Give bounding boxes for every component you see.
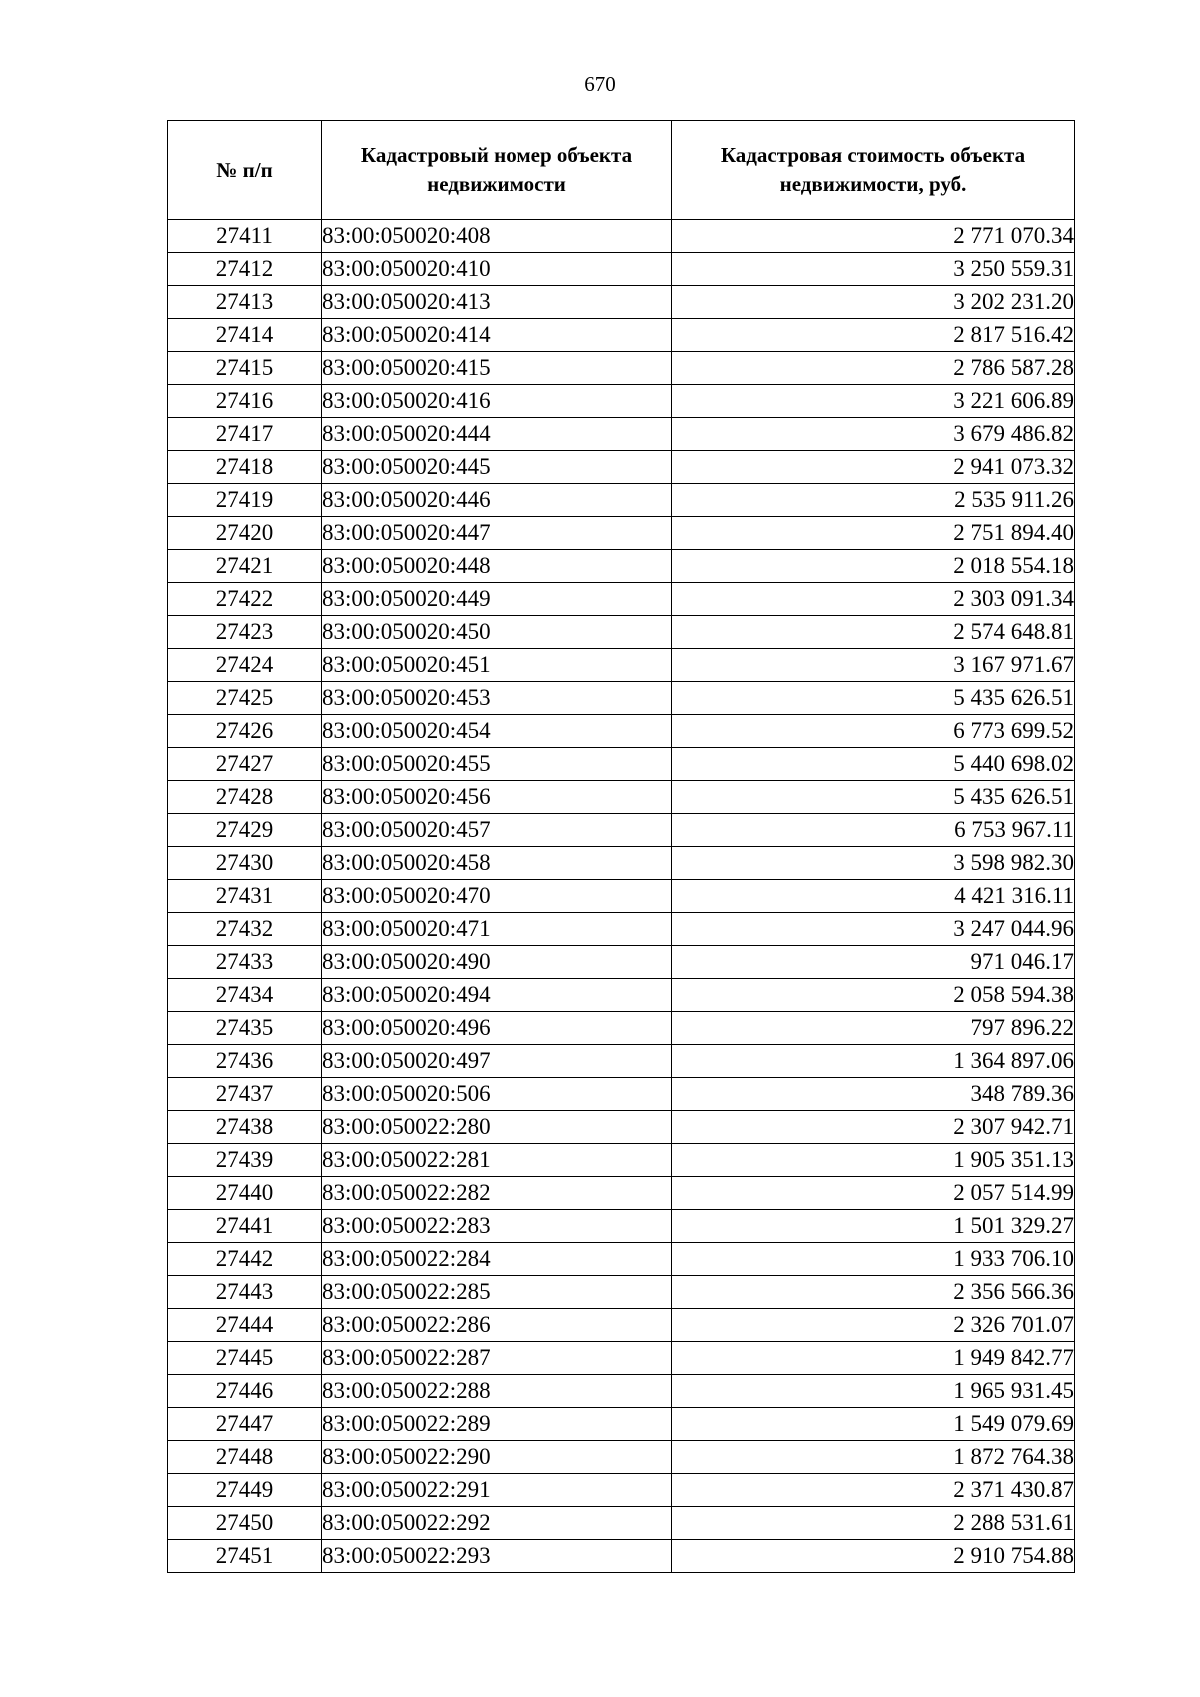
- row-number-cell: 27445: [168, 1342, 322, 1375]
- table-row: [168, 913, 1075, 946]
- cadastral-value-cell: 3 221 606.89: [672, 385, 1075, 418]
- cadastral-number-cell: 83:00:050020:444: [322, 418, 672, 451]
- cadastral-value-cell: 2 303 091.34: [672, 583, 1075, 616]
- row-number-cell: 27424: [168, 649, 322, 682]
- cadastral-number-cell: 83:00:050022:288: [322, 1375, 672, 1408]
- cadastral-number-cell: 83:00:050022:284: [322, 1243, 672, 1276]
- table-row: [168, 1375, 1075, 1408]
- row-number-cell: 27451: [168, 1540, 322, 1573]
- cadastral-number-cell: 83:00:050020:449: [322, 583, 672, 616]
- cadastral-value-cell: 1 872 764.38: [672, 1441, 1075, 1474]
- cadastral-value-cell: 348 789.36: [672, 1078, 1075, 1111]
- cadastral-value-cell: 5 440 698.02: [672, 748, 1075, 781]
- cadastral-number-cell: 83:00:050020:494: [322, 979, 672, 1012]
- cadastral-number-cell: 83:00:050020:454: [322, 715, 672, 748]
- table-row: [168, 1309, 1075, 1342]
- cadastral-value-cell: 2 535 911.26: [672, 484, 1075, 517]
- cadastral-number-cell: 83:00:050020:496: [322, 1012, 672, 1045]
- table-row: [168, 1144, 1075, 1177]
- table-row: [168, 1210, 1075, 1243]
- row-number-cell: 27441: [168, 1210, 322, 1243]
- cadastral-number-cell: 83:00:050022:292: [322, 1507, 672, 1540]
- cadastral-value-cell: 2 817 516.42: [672, 319, 1075, 352]
- cadastral-value-table: [167, 120, 1075, 1573]
- cadastral-number-cell: 83:00:050022:290: [322, 1441, 672, 1474]
- cadastral-number-cell: 83:00:050022:291: [322, 1474, 672, 1507]
- cadastral-value-cell: 1 501 329.27: [672, 1210, 1075, 1243]
- table-row: [168, 880, 1075, 913]
- table-row: [168, 1177, 1075, 1210]
- row-number-cell: 27431: [168, 880, 322, 913]
- table-row: [168, 1507, 1075, 1540]
- table-row: [168, 1078, 1075, 1111]
- table-row: [168, 451, 1075, 484]
- cadastral-value-cell: 5 435 626.51: [672, 781, 1075, 814]
- row-number-cell: 27448: [168, 1441, 322, 1474]
- column-header-cadastral-value: Кадастровая стоимость объекта недвижимости, руб.: [672, 121, 1075, 220]
- table-row: [168, 1408, 1075, 1441]
- row-number-cell: 27421: [168, 550, 322, 583]
- row-number-cell: 27425: [168, 682, 322, 715]
- cadastral-value-cell: 1 905 351.13: [672, 1144, 1075, 1177]
- row-number-cell: 27413: [168, 286, 322, 319]
- table-row: [168, 583, 1075, 616]
- row-number-cell: 27438: [168, 1111, 322, 1144]
- cadastral-value-cell: 6 753 967.11: [672, 814, 1075, 847]
- cadastral-number-cell: 83:00:050022:285: [322, 1276, 672, 1309]
- table-row: [168, 814, 1075, 847]
- table-row: [168, 1111, 1075, 1144]
- cadastral-value-cell: 2 771 070.34: [672, 220, 1075, 253]
- cadastral-number-cell: 83:00:050020:446: [322, 484, 672, 517]
- row-number-cell: 27423: [168, 616, 322, 649]
- cadastral-number-cell: 83:00:050022:289: [322, 1408, 672, 1441]
- cadastral-value-cell: 2 751 894.40: [672, 517, 1075, 550]
- cadastral-number-cell: 83:00:050020:455: [322, 748, 672, 781]
- row-number-cell: 27440: [168, 1177, 322, 1210]
- row-number-cell: 27443: [168, 1276, 322, 1309]
- cadastral-value-cell: 3 679 486.82: [672, 418, 1075, 451]
- table-row: [168, 385, 1075, 418]
- cadastral-value-cell: 797 896.22: [672, 1012, 1075, 1045]
- table-row: [168, 1540, 1075, 1573]
- cadastral-value-cell: 1 965 931.45: [672, 1375, 1075, 1408]
- cadastral-number-cell: 83:00:050020:497: [322, 1045, 672, 1078]
- cadastral-number-cell: 83:00:050020:457: [322, 814, 672, 847]
- table-row: [168, 253, 1075, 286]
- cadastral-number-cell: 83:00:050020:415: [322, 352, 672, 385]
- cadastral-number-cell: 83:00:050022:293: [322, 1540, 672, 1573]
- row-number-cell: 27439: [168, 1144, 322, 1177]
- cadastral-number-cell: 83:00:050022:287: [322, 1342, 672, 1375]
- column-header-num: № п/п: [168, 121, 322, 220]
- table-row: [168, 1012, 1075, 1045]
- cadastral-number-cell: 83:00:050022:281: [322, 1144, 672, 1177]
- cadastral-number-cell: 83:00:050020:471: [322, 913, 672, 946]
- cadastral-value-cell: 2 288 531.61: [672, 1507, 1075, 1540]
- row-number-cell: 27416: [168, 385, 322, 418]
- page-number: 670: [584, 72, 616, 96]
- cadastral-value-cell: 2 941 073.32: [672, 451, 1075, 484]
- row-number-cell: 27446: [168, 1375, 322, 1408]
- column-header-cadastral-number: Кадастровый номер объекта недвижимости: [322, 121, 672, 220]
- cadastral-value-cell: 3 202 231.20: [672, 286, 1075, 319]
- cadastral-number-cell: 83:00:050020:447: [322, 517, 672, 550]
- cadastral-value-cell: 2 356 566.36: [672, 1276, 1075, 1309]
- cadastral-value-cell: 1 364 897.06: [672, 1045, 1075, 1078]
- cadastral-number-cell: 83:00:050020:408: [322, 220, 672, 253]
- row-number-cell: 27415: [168, 352, 322, 385]
- row-number-cell: 27447: [168, 1408, 322, 1441]
- cadastral-number-cell: 83:00:050020:450: [322, 616, 672, 649]
- cadastral-number-cell: 83:00:050020:451: [322, 649, 672, 682]
- table-row: [168, 1342, 1075, 1375]
- table-body: [168, 220, 1075, 1573]
- cadastral-value-cell: 2 574 648.81: [672, 616, 1075, 649]
- table-row: [168, 550, 1075, 583]
- table-row: [168, 352, 1075, 385]
- cadastral-number-cell: 83:00:050020:414: [322, 319, 672, 352]
- cadastral-number-cell: 83:00:050020:490: [322, 946, 672, 979]
- table-row: [168, 319, 1075, 352]
- cadastral-value-cell: 2 371 430.87: [672, 1474, 1075, 1507]
- row-number-cell: 27436: [168, 1045, 322, 1078]
- cadastral-value-cell: 2 057 514.99: [672, 1177, 1075, 1210]
- table-row: [168, 517, 1075, 550]
- table-header: [168, 121, 1075, 220]
- cadastral-value-cell: 2 786 587.28: [672, 352, 1075, 385]
- row-number-cell: 27437: [168, 1078, 322, 1111]
- row-number-cell: 27420: [168, 517, 322, 550]
- cadastral-value-cell: 1 549 079.69: [672, 1408, 1075, 1441]
- row-number-cell: 27411: [168, 220, 322, 253]
- table-row: [168, 847, 1075, 880]
- table-row: [168, 286, 1075, 319]
- row-number-cell: 27426: [168, 715, 322, 748]
- table-row: [168, 1243, 1075, 1276]
- row-number-cell: 27422: [168, 583, 322, 616]
- cadastral-value-cell: 2 058 594.38: [672, 979, 1075, 1012]
- cadastral-value-cell: 4 421 316.11: [672, 880, 1075, 913]
- table-row: [168, 979, 1075, 1012]
- table-row: [168, 748, 1075, 781]
- cadastral-value-cell: 971 046.17: [672, 946, 1075, 979]
- table-row: [168, 220, 1075, 253]
- cadastral-value-cell: 2 307 942.71: [672, 1111, 1075, 1144]
- cadastral-value-cell: 2 018 554.18: [672, 550, 1075, 583]
- table-row: [168, 1045, 1075, 1078]
- table-row: [168, 649, 1075, 682]
- table-row: [168, 1441, 1075, 1474]
- cadastral-number-cell: 83:00:050020:416: [322, 385, 672, 418]
- table-row: [168, 1276, 1075, 1309]
- row-number-cell: 27419: [168, 484, 322, 517]
- row-number-cell: 27430: [168, 847, 322, 880]
- cadastral-number-cell: 83:00:050022:282: [322, 1177, 672, 1210]
- cadastral-number-cell: 83:00:050020:458: [322, 847, 672, 880]
- table-row: [168, 616, 1075, 649]
- cadastral-value-cell: 2 326 701.07: [672, 1309, 1075, 1342]
- row-number-cell: 27442: [168, 1243, 322, 1276]
- header-row: [168, 121, 1075, 220]
- row-number-cell: 27414: [168, 319, 322, 352]
- row-number-cell: 27432: [168, 913, 322, 946]
- row-number-cell: 27450: [168, 1507, 322, 1540]
- table-row: [168, 715, 1075, 748]
- cadastral-value-cell: 3 167 971.67: [672, 649, 1075, 682]
- row-number-cell: 27449: [168, 1474, 322, 1507]
- cadastral-value-cell: 6 773 699.52: [672, 715, 1075, 748]
- cadastral-value-cell: 3 247 044.96: [672, 913, 1075, 946]
- table-row: [168, 418, 1075, 451]
- row-number-cell: 27428: [168, 781, 322, 814]
- cadastral-number-cell: 83:00:050020:413: [322, 286, 672, 319]
- row-number-cell: 27435: [168, 1012, 322, 1045]
- row-number-cell: 27412: [168, 253, 322, 286]
- row-number-cell: 27429: [168, 814, 322, 847]
- cadastral-number-cell: 83:00:050020:506: [322, 1078, 672, 1111]
- cadastral-number-cell: 83:00:050020:410: [322, 253, 672, 286]
- table-row: [168, 781, 1075, 814]
- row-number-cell: 27427: [168, 748, 322, 781]
- table-row: [168, 484, 1075, 517]
- cadastral-value-cell: 1 949 842.77: [672, 1342, 1075, 1375]
- cadastral-value-cell: 3 598 982.30: [672, 847, 1075, 880]
- cadastral-value-cell: 2 910 754.88: [672, 1540, 1075, 1573]
- cadastral-number-cell: 83:00:050020:470: [322, 880, 672, 913]
- table-row: [168, 946, 1075, 979]
- cadastral-value-cell: 1 933 706.10: [672, 1243, 1075, 1276]
- row-number-cell: 27444: [168, 1309, 322, 1342]
- cadastral-number-cell: 83:00:050022:280: [322, 1111, 672, 1144]
- table-row: [168, 682, 1075, 715]
- cadastral-number-cell: 83:00:050020:445: [322, 451, 672, 484]
- cadastral-value-cell: 5 435 626.51: [672, 682, 1075, 715]
- cadastral-number-cell: 83:00:050022:286: [322, 1309, 672, 1342]
- row-number-cell: 27417: [168, 418, 322, 451]
- row-number-cell: 27434: [168, 979, 322, 1012]
- cadastral-number-cell: 83:00:050020:453: [322, 682, 672, 715]
- cadastral-value-cell: 3 250 559.31: [672, 253, 1075, 286]
- cadastral-number-cell: 83:00:050020:456: [322, 781, 672, 814]
- row-number-cell: 27418: [168, 451, 322, 484]
- row-number-cell: 27433: [168, 946, 322, 979]
- cadastral-number-cell: 83:00:050020:448: [322, 550, 672, 583]
- table-row: [168, 1474, 1075, 1507]
- cadastral-number-cell: 83:00:050022:283: [322, 1210, 672, 1243]
